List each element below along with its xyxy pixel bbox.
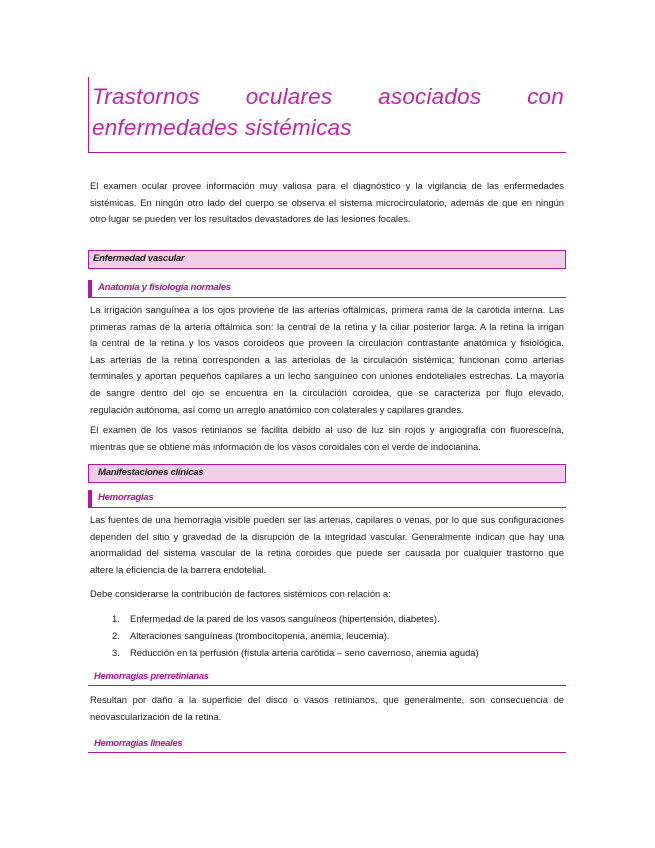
subheading-preretinal [88,669,566,686]
title-word: con [527,84,564,109]
text-line: terminales y aportan pequeños capilares a un lecho sanguíneo con uniones endoteliales estrechas. La mayoría [90,370,564,382]
text-line: El examen de los vasos retinianos se facilita debido al uso de luz sin rojos y angiografía con fluoresceína, [90,424,564,435]
factors-list [112,610,562,661]
list-text: Reducción en la perfusión (fístula arteria carótida – seno cavernoso, anemia aguda) [130,647,479,658]
title-word: asociados [378,84,482,109]
section-heading-vascular [88,250,566,269]
text-line: de sangre dentro del ojo se encuentra en la circulación coroidea, que se caracteriza por flujo elevado, [90,386,564,398]
list-number: 2. [112,630,120,641]
text-line: La irrigación sanguínea a los ojos proviene de las arterias oftálmicas, primera rama de la carótida interna. Las [90,304,564,315]
text-line: primeras ramas de la arteria oftálmica son: la central de la retina y la ciliar posterior larga. A la retina la irrigan [90,320,564,332]
text-line: Las fuentes de una hemorragia visible pueden ser las arterias, capilares o venas, por lo que sus configuraciones [90,514,564,525]
list-number: 1. [112,613,120,624]
list-item [112,627,562,644]
list-text: Enfermedad de la pared de los vasos sanguíneos (hipertensión, diabetes). [130,613,440,624]
anatomy-paragraph-1 [90,302,564,418]
hemorrhages-paragraph-1 [90,512,564,578]
text-line: sistémicas. En ningún otro lado del cuerpo se observa el sistema microcirculatorio, además de que en ningún [90,196,564,208]
section-heading-clinical [88,464,566,483]
text-line: Las arterias de la retina corresponden a las arteriolas de la circulación sistémica; funcionan como arterias [90,353,564,365]
text-line: anormalidad del sistema vascular de la retina coroides que puede ser causada por cualquier trastorno que [90,547,564,559]
text-line: Resultan por daño a la superficie del disco o vasos retinianos, que generalmente, son consecuencia de [90,694,564,705]
title-word: oculares [245,84,333,109]
text-line: dependen del sitio y gravedad de la disrupción de la integridad vascular. Generalmente indican que hay una [90,530,564,542]
subheading-text: Hemorragias [98,492,154,503]
hemorrhages-paragraph-2 [90,586,564,603]
text-line: altere la eficiencia de la barrera endotelial. [90,563,267,575]
subheading-text: Hemorragias lineales [94,737,183,748]
intro-paragraph [90,178,564,228]
subheading-linear [88,736,566,753]
subheading-text: Hemorragias prerretinianas [94,670,209,681]
list-text: Alteraciones sanguíneas (trombocitopenia, anemia, leucemia). [130,630,390,641]
text-line: neovascularización de la retina. [90,710,222,722]
subheading-text: Anatomía y fisiología normales [98,282,231,293]
section-heading-text: Manifestaciones clínicas [98,467,204,478]
anatomy-paragraph-2 [90,422,564,455]
text-line: otro lugar se pueden ver los resultados devastadores de las lesiones focales. [90,213,411,225]
title-line-2: enfermedades sistémicas [92,115,352,140]
list-item [112,644,562,661]
text-line: regulación autónoma, así como un arreglo anatómico con colaterales y capilares grandes. [90,403,464,415]
text-line: El examen ocular provee información muy valiosa para el diagnóstico y la vigilancia de las enfermedades [90,180,564,191]
title-line-1 [92,84,564,110]
list-item [112,610,562,627]
text-line: Debe considerarse la contribución de factores sistémicos con relación a: [90,588,391,599]
preretinal-paragraph [90,692,564,725]
list-number: 3. [112,647,120,658]
text-line: la central de la retina y los vasos coroideos que proveen la circulación contrastante anatómica y fisiológica. [90,337,564,349]
subheading-hemorrhages [88,490,566,508]
text-line: mientras que se obtiene más información de los vasos coroidales con el verde de indocianina. [90,440,481,452]
title-word: Trastornos [92,84,200,109]
section-heading-text: Enfermedad vascular [93,253,185,264]
subheading-anatomy [88,280,566,298]
